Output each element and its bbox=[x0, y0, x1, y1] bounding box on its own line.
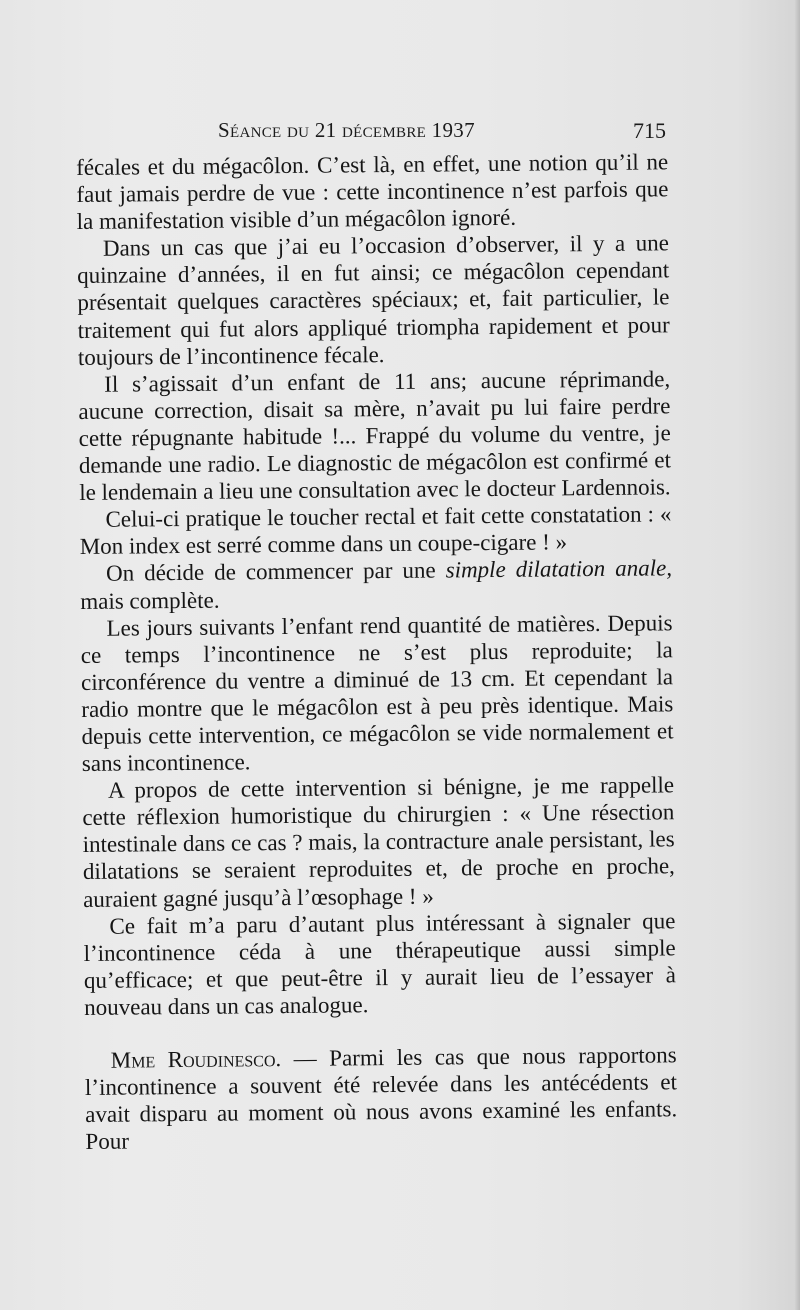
paragraph: Les jours suivants l’enfant rend quantité de matières. Depuis ce temps l’incontinence ne s’est plus reproduite; la circonférence du ventre a diminué de 13 cm. Et cependant la radio montre que le mégacôlon est à peu près identique. Mais depuis cette intervention, ce mégacôlon se vide normalement et sans incontinence. bbox=[80, 609, 674, 777]
page-edge-shadow bbox=[794, 0, 800, 1310]
paragraph: A propos de cette intervention si bénigne, je me rappelle cette réflexion humoristique du chirurgien : « Une résection intestinale dans ce cas ? mais, la contracture anale persistant, les dilatations se seraient reproduites et, de proche en proche, auraient gagné jusqu’à l’œsophage ! » bbox=[82, 772, 675, 912]
body-text bbox=[76, 148, 678, 1155]
speaker-name: Mme Roudinesco. bbox=[110, 1046, 282, 1073]
paragraph bbox=[80, 555, 672, 615]
paragraph-speaker bbox=[85, 1041, 678, 1155]
paragraph-continued: fécales et du mégacôlon. C’est là, en effet, une notion qu’il ne faut jamais perdre de vue : cette incontinence n’est parfois que la manifestation visible d’un mégacôlon ignoré. bbox=[76, 149, 669, 235]
italic-phrase: simple dilatation anale, bbox=[445, 555, 673, 583]
running-head-seance: Séance du bbox=[218, 118, 310, 142]
paragraph-text: — Parmi les cas que nous rapportons l’incontinence a souvent été relevée dans les antécédents et avait disparu au moment où nous avons examiné les enfants. Pour bbox=[84, 1042, 678, 1155]
page-number: 715 bbox=[633, 118, 666, 143]
page-header bbox=[76, 118, 666, 148]
paragraph-text: mais complète. bbox=[80, 587, 220, 614]
running-head-year: 1937 bbox=[431, 118, 475, 142]
running-head-day: 21 bbox=[314, 118, 337, 142]
running-head bbox=[218, 118, 475, 143]
paragraph-text: On décide de commencer par une bbox=[105, 557, 436, 587]
paragraph: Celui-ci pratique le toucher rectal et fait cette constatation : « Mon index est serré comme dans un coupe-cigare ! » bbox=[79, 501, 672, 560]
paragraph: Ce fait m’a paru d’autant plus intéressant à signaler que l’incontinence céda à une thérapeutique aussi simple qu’efficace; et que peut-être il y aurait lieu de l’essayer à nouveau dans un cas analogue. bbox=[83, 907, 677, 1020]
paragraph: Dans un cas que j’ai eu l’occasion d’observer, il y a une quinzaine d’années, il en fut ainsi; ce mégacôlon cependant présentait quelques caractères spéciaux; et, fait particulier, le traitement qui fut alors appliqué triompha rapidement et pour toujours de l’incontinence fécale. bbox=[77, 230, 670, 370]
running-head-month: décembre bbox=[342, 118, 427, 142]
paragraph: Il s’agissait d’un enfant de 11 ans; aucune réprimande, aucune correction, disait sa mère, n’avait pu lui faire perdre cette répugnante habitude !... Frappé du volume du ventre, je demande une radio. Le diagnostic de mégacôlon est confirmé et le lendemain a lieu une consultation avec le docteur Lardennois. bbox=[78, 366, 672, 506]
